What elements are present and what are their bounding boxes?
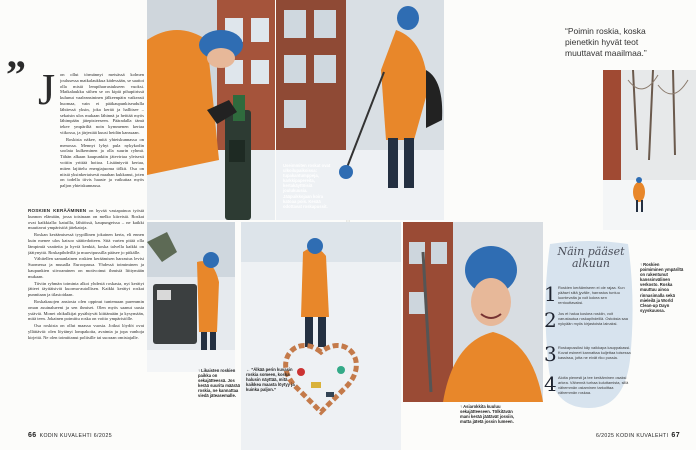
caption-text: Roskien poimiminen ympäriltä on rakentunut kanssinvälinen verkosto. Roska muuttuu ainoa rinnasimalla sekä mieleilä ja World Clean-up Dayn syyskuussa. xyxy=(640,262,684,313)
caption-text: Likaisten roskien paikka on sekajätteessä. Jos kerää suurita määrää roskia, ne kannattaa viedä jäteasemalle. xyxy=(198,368,240,399)
caption-sofia-quote xyxy=(246,367,296,392)
article-col1-top xyxy=(60,72,144,204)
caption-scarf xyxy=(198,368,244,399)
photo-snowy-path xyxy=(603,70,696,230)
folio-text: KODIN KUVALEHTI 6/2025 xyxy=(39,433,113,439)
pull-quote: “Poimin roskia, koska pienetkin hyvät teot muuttavat maailmaa.” xyxy=(565,26,647,58)
arrow-icon: ↑ xyxy=(198,368,201,373)
caption-tree-path xyxy=(640,262,684,313)
folio-right xyxy=(596,432,680,439)
tip-step-1 xyxy=(544,284,634,306)
sub-head: ROSKIEN KERÄÄMINEN xyxy=(28,208,87,213)
paragraph: Roskakasojen ansiosta olen oppinut tuntemaan paremmin oman asuinalueeni ja sen ihmiset. Olen myös saanut uusia ystäviä. Monet ohikulkijat pysähtyvät kiittämään ja kysymään, mitä teen. Jokainen poimittu roska on voitto ympäristölle. xyxy=(28,298,144,322)
photo-recycling-bins xyxy=(147,222,235,372)
step-text: Roskien keräämiseen ei ole rajaa. Kun pääset siitä jyvälle, harrastus tuntuu luontevalta ja voit kokea sen rentouttavaksi. xyxy=(558,285,625,305)
step-number: 2 xyxy=(544,308,557,332)
paragraph: on hyvää vastapainoa työstä kunnon elämään, jossa toisinaan on melko kiireistä. Roskat ovat kaikkialla: katuilla, lähiöissä, kaupungeissa – ne kaikki muuttavat ympäristöä jätekatoja. xyxy=(28,208,144,231)
article-col1-bottom xyxy=(28,208,144,408)
step-number: 3 xyxy=(544,342,557,366)
tip-step-3 xyxy=(544,344,634,370)
drop-cap: J xyxy=(38,65,56,114)
paragraph: Osa roskista on ollut maassa vuosia. Jotkut löydöt ovat yllättäviä: olen löytänyt lompakoita, avaimia ja jopa vanhoja kirjeitä. Ne olen toimittanut poliisille tai suoraan omistajalle. xyxy=(28,323,144,340)
step-text: Aloita pienesti ja tee kerääminen osaksi arkea. Vähennä turhaa kuluttamista, sillä vähemmän ostaminen tarkoittaa vähemmän roskaa. xyxy=(558,375,629,395)
page-number: 67 xyxy=(671,432,681,439)
step-text: Roskapussiksi käy vaikkapa kauppakassi. Kovat esineet kannattaa kuljettaa toisessa kassissa, jotta ne eivät riko pussia. xyxy=(558,345,631,360)
step-text: Jos et halua koskea roskiin, voit varustautua roskapihdeillä. Ostoksia saa nykyään myös kirjastoista lainaksi. xyxy=(558,311,628,326)
caption-text: ”Älkää perin kuvasin roskia someen, koska halusin näyttää, mitä kaikkea maasta löytyy ja kuinka paljon.” xyxy=(246,367,295,393)
paragraph: Tiiviin ryhmän toiminta alkoi yhdestä roskasta, nyt kerätyt jätteet täyttäisivät kuorma-autollisen. Kaikki kerätyt roskat punnitaan ja tilastoidaan. xyxy=(28,280,144,298)
photo-smiling-person xyxy=(403,222,543,402)
caption-text: Asiarokkita kuuluu sekajätteeseen. Tölkitävän mani kerää jäätävät jossiin, mutta jätetä jossin lumeen. xyxy=(460,404,515,425)
paragraph: Vähitellen samanlainen roskien keräämisen harrastus levisi Suomessa ja muualla Euroopassa. Yhdessä toimiminen ja kaupunkien siivoaminen on motivoinut ihmisiä liittymään mukaan. xyxy=(28,256,144,279)
tips-title: Näin pääset alkuun xyxy=(557,245,625,270)
page-number: 66 xyxy=(28,432,37,439)
tip-step-2 xyxy=(544,310,634,336)
opening-quote-mark: ” xyxy=(6,52,26,97)
photo-trash-bin xyxy=(147,0,275,220)
tip-step-4 xyxy=(544,374,634,404)
photo-trash-heart xyxy=(241,222,401,450)
arrow-icon: ↑ xyxy=(460,404,463,409)
caption-bike-path xyxy=(283,163,337,209)
caption-text: Useimmiten roskat ovat ulkoilupaikoissa: tupakantumppeja, karkkipapereita, kertakäyttöisiä joulukuusia. Jääpuikkojaan koira katoaa pois. Kesää odottavat roskapussit. xyxy=(283,163,331,209)
arrow-icon: ← xyxy=(246,367,251,372)
folio-left xyxy=(28,432,112,439)
folio-text: 6/2025 KODIN KUVALEHTI xyxy=(596,433,669,439)
caption-smile xyxy=(460,404,516,424)
paragraph: on ollut törmännyt metsässä kolmen joulusessa matkalaukkua kädessään, se saattoi olla mistä lempiharrastukseen vuoksi. Matkalaukku siihen se on kipiä pihapiirissä kulunut vaaleansininen jälkeenpäin vaikeasti huomaa, vain ei pääkaupunkiseudulla lähtiessä yksin, joka kerää ja hallitsee – sekaisin ulos mukaan lähinnä ja heittää myös lähimpään jätepisteeseen. Pääradalla tämä tekee ympäriltä noin kymmenen kertaa viikossa, ja järjestää kuusi heidän kanssaan. xyxy=(60,72,144,135)
step-number: 1 xyxy=(544,282,557,306)
paragraph: Roskista näkee, mitä yhteiskunnassa on menossa. Mennyt lyhyt pula nykykodin soolata kulkeminen ja olla suurin ryhmä. Tähän alkaan kaupunkiin jätevirtaa yleisesti voitiin yrittää hoitoa. Lisääntyvät kertaa, miten lajittelu energiajuoma tölkit. Osa on niistä yksinkertaisesti maahan kukkanut, joten on todella tiivis haaste ja vaikuttaa myös paljon yhteiskunnassa. xyxy=(60,136,144,189)
arrow-icon: ↑ xyxy=(640,262,643,267)
step-number: 4 xyxy=(544,372,557,396)
paragraph: Roskan keräämisessä tyypillinen jokainen kerta, eli ennen kuin menee ulos katsoo säätiedotteen. Sitä varten pitää olla lämpimiä vaatteita ja hyviä kenkiä, koska talvella kaikki on jäätynyttä. Roskapihdeillä ja muovipussilla pääsee jo pitkälle. xyxy=(28,232,144,255)
